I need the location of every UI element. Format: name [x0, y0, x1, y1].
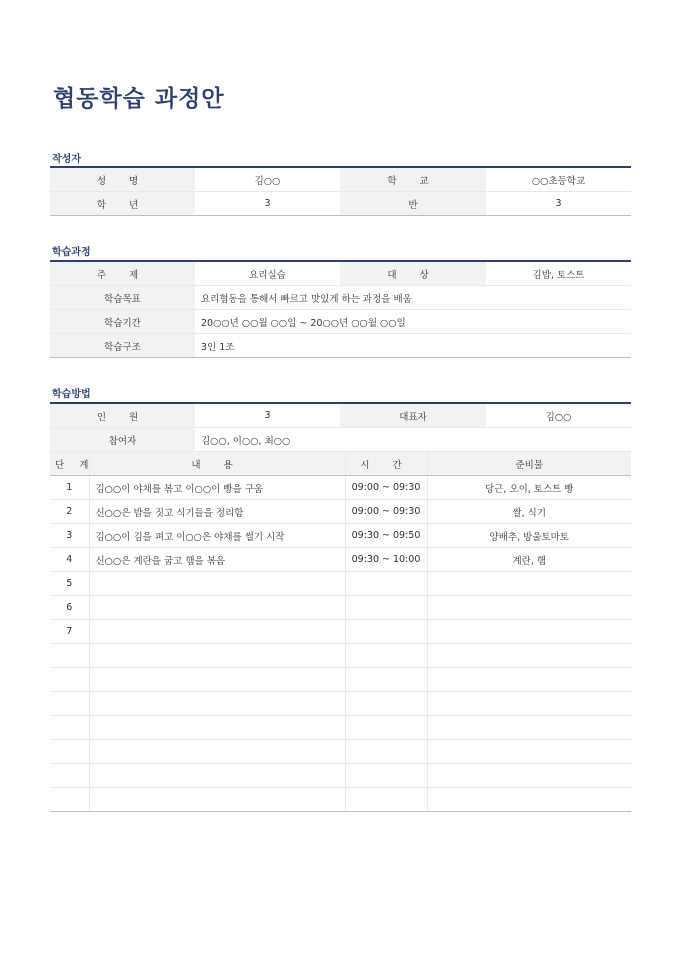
step-content	[89, 644, 345, 668]
step-content: 김○○이 김을 펴고 이○○은 야채를 썰기 시작	[89, 524, 345, 548]
step-content	[89, 788, 345, 812]
step-materials	[427, 596, 631, 620]
step-row	[50, 716, 631, 740]
step-materials	[427, 764, 631, 788]
school-label: 학 교	[340, 167, 486, 192]
step-number	[50, 740, 89, 764]
step-materials	[427, 668, 631, 692]
step-content	[89, 692, 345, 716]
step-content	[89, 572, 345, 596]
step-row	[50, 740, 631, 764]
writer-row-grade	[50, 192, 631, 216]
step-number: 6	[50, 596, 89, 620]
step-row	[50, 572, 631, 596]
step-time: 09:30 ~ 10:00	[345, 548, 427, 572]
step-content	[89, 740, 345, 764]
step-time	[345, 620, 427, 644]
subject-value: 요리실습	[195, 261, 340, 286]
course-table	[50, 260, 631, 358]
step-number	[50, 668, 89, 692]
step-row	[50, 548, 631, 572]
class-label: 반	[340, 192, 486, 216]
step-number: 1	[50, 476, 89, 500]
step-time	[345, 692, 427, 716]
content-header: 내 용	[89, 452, 345, 476]
step-time	[345, 644, 427, 668]
step-materials: 양배추, 방울토마토	[427, 524, 631, 548]
step-time	[345, 716, 427, 740]
step-time: 09:00 ~ 09:30	[345, 500, 427, 524]
step-content	[89, 668, 345, 692]
step-number: 4	[50, 548, 89, 572]
grade-value: 3	[195, 192, 340, 216]
step-row	[50, 668, 631, 692]
method-row-people	[50, 403, 631, 428]
name-value: 김○○	[195, 167, 340, 192]
people-value: 3	[195, 403, 340, 428]
step-materials	[427, 788, 631, 812]
step-row	[50, 500, 631, 524]
step-number: 5	[50, 572, 89, 596]
method-row-participants	[50, 428, 631, 452]
step-time	[345, 740, 427, 764]
rep-label: 대표자	[340, 403, 486, 428]
structure-value: 3인 1조	[195, 334, 631, 358]
step-materials	[427, 716, 631, 740]
course-row-subject	[50, 261, 631, 286]
step-materials: 당근, 오이, 토스트 빵	[427, 476, 631, 500]
grade-label: 학 년	[50, 192, 195, 216]
step-number: 3	[50, 524, 89, 548]
step-materials: 쌀, 식기	[427, 500, 631, 524]
step-row	[50, 788, 631, 812]
name-label: 성 명	[50, 167, 195, 192]
step-content	[89, 764, 345, 788]
step-row	[50, 692, 631, 716]
step-materials	[427, 644, 631, 668]
class-value: 3	[486, 192, 631, 216]
rep-value: 김○○	[486, 403, 631, 428]
goal-label: 학습목표	[50, 286, 195, 310]
step-row	[50, 620, 631, 644]
course-row-goal	[50, 286, 631, 310]
goal-value: 요리협동을 통해서 빠르고 맛있게 하는 과정을 배움	[195, 286, 631, 310]
step-content	[89, 716, 345, 740]
step-number	[50, 644, 89, 668]
step-time: 09:30 ~ 09:50	[345, 524, 427, 548]
method-table	[50, 402, 631, 812]
writer-table	[50, 166, 631, 216]
step-number	[50, 716, 89, 740]
target-label: 대 상	[340, 261, 486, 286]
step-row	[50, 596, 631, 620]
step-time	[345, 668, 427, 692]
step-materials	[427, 620, 631, 644]
method-section-title: 학습방법	[52, 389, 91, 400]
step-content	[89, 596, 345, 620]
participants-value: 김○○, 이○○, 최○○	[195, 428, 631, 452]
people-label: 인 원	[50, 403, 195, 428]
step-row	[50, 476, 631, 500]
steps-header-row	[50, 452, 631, 476]
step-number: 7	[50, 620, 89, 644]
step-materials: 계란, 햄	[427, 548, 631, 572]
step-content: 신○○은 밥을 짓고 식기들을 정리함	[89, 500, 345, 524]
page-title: 협동학습 과정안	[53, 86, 225, 112]
target-value: 김밥, 토스트	[486, 261, 631, 286]
step-content: 김○○이 야채를 볶고 이○○이 빵을 구움	[89, 476, 345, 500]
school-value: ○○초등학교	[486, 167, 631, 192]
step-materials	[427, 572, 631, 596]
course-section-title: 학습과정	[52, 247, 91, 258]
step-content	[89, 620, 345, 644]
step-row	[50, 524, 631, 548]
step-time	[345, 788, 427, 812]
step-time	[345, 572, 427, 596]
period-value: 20○○년 ○○월 ○○일 ~ 20○○년 ○○월 ○○일	[195, 310, 631, 334]
subject-label: 주 제	[50, 261, 195, 286]
materials-header: 준비물	[427, 452, 631, 476]
writer-row-name	[50, 167, 631, 192]
step-content: 신○○은 계란을 굽고 햄을 볶음	[89, 548, 345, 572]
step-number	[50, 788, 89, 812]
step-row	[50, 644, 631, 668]
step-number	[50, 764, 89, 788]
step-time	[345, 596, 427, 620]
step-number: 2	[50, 500, 89, 524]
step-row	[50, 764, 631, 788]
participants-label: 참여자	[50, 428, 195, 452]
step-materials	[427, 740, 631, 764]
step-time: 09:00 ~ 09:30	[345, 476, 427, 500]
step-materials	[427, 692, 631, 716]
course-row-period	[50, 310, 631, 334]
step-number	[50, 692, 89, 716]
step-time	[345, 764, 427, 788]
writer-section-title: 작성자	[52, 154, 81, 165]
step-header: 단 계	[50, 452, 89, 476]
period-label: 학습기간	[50, 310, 195, 334]
structure-label: 학습구조	[50, 334, 195, 358]
course-row-structure	[50, 334, 631, 358]
time-header: 시 간	[345, 452, 427, 476]
